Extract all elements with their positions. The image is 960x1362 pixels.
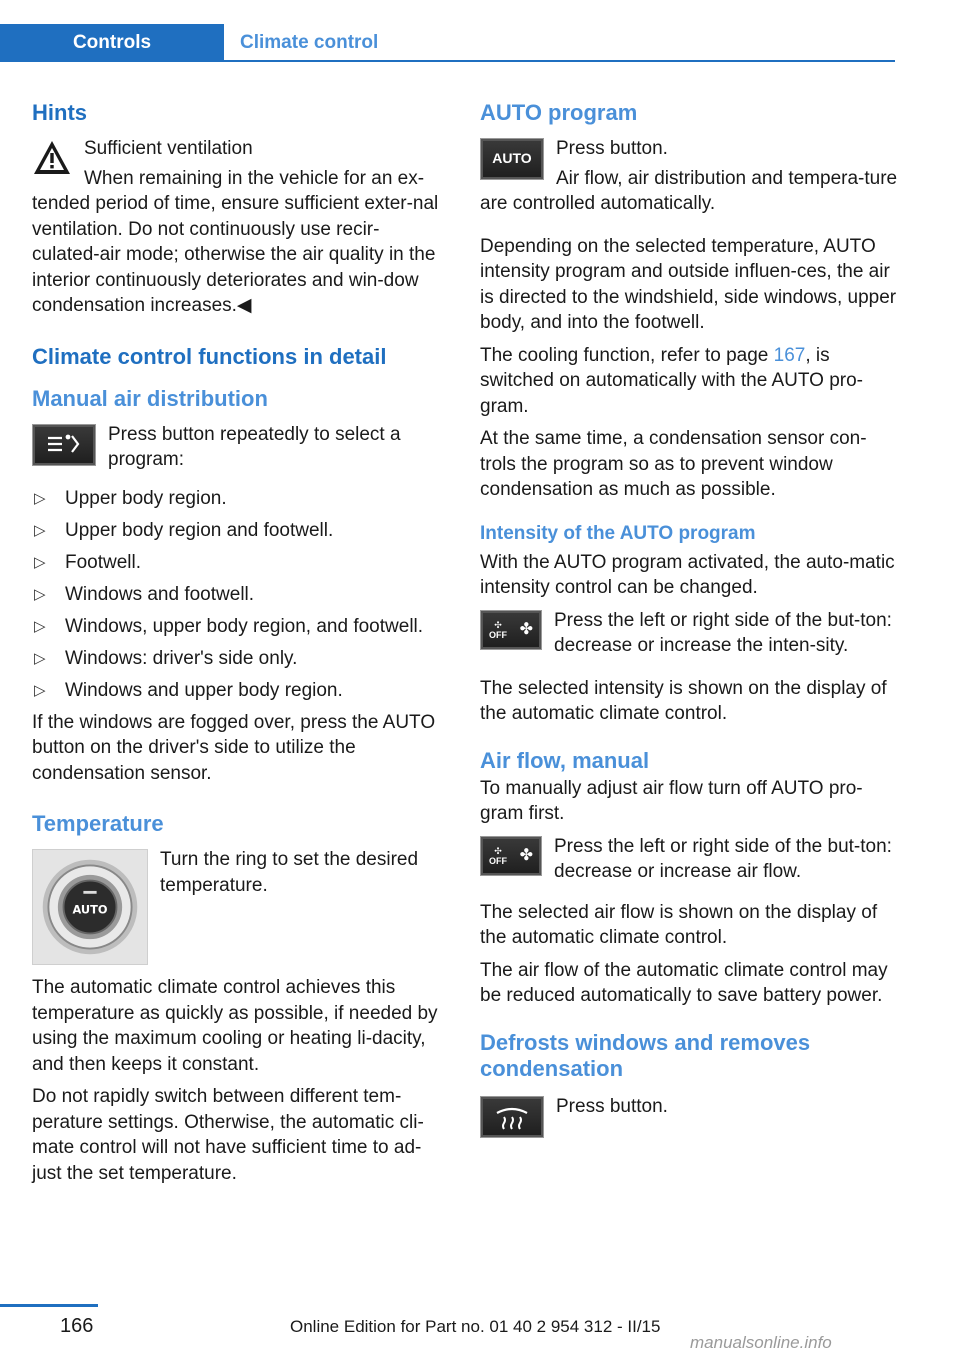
- list-item: ▷ Windows, upper body region, and footwell.: [32, 614, 447, 640]
- temperature-knob-image: [32, 849, 148, 965]
- air-distribution-button-image: [32, 424, 96, 466]
- fan-high-icon: ✤: [519, 846, 533, 864]
- list-item: ▷ Windows and upper body region.: [32, 678, 447, 704]
- airflow-button-image: [480, 836, 542, 876]
- auto-description: Air flow, air distribution and tempera-ture are controlled automatically.: [480, 167, 898, 214]
- airflow-paragraph-3: The air flow of the automatic climate control may be reduced automatically to save battery power.: [480, 959, 888, 1006]
- watermark: manualsonline.info: [690, 1333, 832, 1352]
- header-rule: [224, 60, 895, 62]
- hints-subheading: Sufficient ventilation: [84, 138, 253, 159]
- fogged-text: If the windows are fogged over, press the AUTO button on the driver's side to utilize the condensation sensor.: [32, 711, 436, 784]
- right-column: [480, 100, 898, 1142]
- edition-footer: Online Edition for Part no. 01 40 2 954 312 - II/15: [290, 1317, 661, 1336]
- left-column: [32, 100, 447, 1193]
- intensity-button-image: [480, 610, 542, 650]
- auto-press-text: Press button.: [556, 138, 668, 159]
- tab-climate-control[interactable]: Climate control: [240, 32, 379, 53]
- triangle-bullet-icon: ▷: [34, 649, 46, 667]
- functions-heading: Climate control functions in detail: [32, 343, 387, 369]
- page-header: [0, 0, 895, 62]
- temperature-block: [32, 847, 447, 969]
- temperature-knob-icon: [38, 855, 142, 959]
- airflow-paragraph-1: To manually adjust air flow turn off AUTO pro-gram first.: [480, 777, 863, 824]
- triangle-bullet-icon: ▷: [34, 617, 46, 635]
- temperature-heading: Temperature: [32, 811, 164, 836]
- defrost-block: [480, 1094, 898, 1142]
- manual-air-text: Press button repeatedly to select a program:: [108, 423, 401, 470]
- intensity-block: [480, 608, 898, 666]
- page-number: 166: [60, 1315, 94, 1337]
- list-item: ▷ Footwell.: [32, 550, 447, 576]
- windshield-defrost-icon: [492, 1103, 532, 1131]
- auto-paragraph-1: Depending on the selected temperature, AUTO intensity program and outside influen-ces, the air is directed to the windshield, side windows, upper body, and into the footwell.: [480, 235, 897, 333]
- airflow-paragraph-2: The selected air flow is shown on the display of the automatic climate control.: [480, 901, 878, 948]
- auto-button-image: [480, 138, 544, 180]
- auto-paragraph-3: At the same time, a condensation sensor con-trols the program so as to prevent window condensation as much as possible.: [480, 428, 867, 500]
- triangle-bullet-icon: ▷: [34, 521, 46, 539]
- intensity-heading: Intensity of the AUTO program: [480, 522, 756, 544]
- defrost-press-text: Press button.: [556, 1095, 668, 1117]
- airflow-press-text: Press the left or right side of the but-ton: decrease or increase air flow.: [554, 835, 892, 882]
- triangle-bullet-icon: ▷: [34, 585, 46, 603]
- list-item: ▷ Windows: driver's side only.: [32, 646, 447, 672]
- manual-air-heading: Manual air distribution: [32, 385, 268, 411]
- air-distribution-icon: [44, 433, 84, 457]
- auto-program-heading: AUTO program: [480, 100, 638, 125]
- fan-low-icon: ✣ OFF: [489, 845, 507, 866]
- airflow-block: [480, 834, 898, 892]
- intensity-press-text: Press the left or right side of the but-ton: decrease or increase the inten-sity.: [554, 609, 892, 656]
- list-item: ▷ Upper body region.: [32, 486, 447, 512]
- hints-block: [32, 136, 447, 326]
- svg-text:AUTO: AUTO: [72, 902, 108, 917]
- tab-controls[interactable]: Controls: [0, 24, 224, 62]
- defrost-button-image: [480, 1096, 544, 1138]
- intensity-paragraph-2: The selected intensity is shown on the display of the automatic climate control.: [480, 677, 887, 724]
- list-item: ▷ Upper body region and footwell.: [32, 518, 447, 544]
- fan-high-icon: ✤: [519, 620, 533, 638]
- page-link-167[interactable]: 167: [773, 344, 806, 366]
- auto-program-block: [480, 136, 898, 224]
- temperature-paragraph-2: Do not rapidly switch between different tem-perature settings. Otherwise, the automatic cli-mate control will not have sufficient time to ad-just the set temperature.: [32, 1086, 424, 1184]
- auto-button-label: AUTO: [492, 150, 532, 167]
- auto-paragraph-2: The cooling function, refer to page 167, is switched on automatically with the AUTO pro-gram.: [480, 344, 863, 417]
- temperature-paragraph-1: The automatic climate control achieves this temperature as quickly as possible, if needed by using the maximum cooling or heating li-dacity, and then keeps it constant.: [32, 977, 438, 1075]
- air-program-list: [32, 486, 447, 704]
- triangle-bullet-icon: ▷: [34, 489, 46, 507]
- manual-air-block: [32, 422, 447, 480]
- intensity-paragraph-1: With the AUTO program activated, the auto-matic intensity control can be changed.: [480, 551, 895, 598]
- hints-heading: Hints: [32, 100, 87, 125]
- defrost-heading: Defrosts windows and removes condensation: [480, 1029, 811, 1081]
- airflow-heading: Air flow, manual: [480, 747, 650, 773]
- temperature-text: Turn the ring to set the desired temperature.: [160, 849, 419, 896]
- fan-low-icon: ✣ OFF: [489, 619, 507, 640]
- triangle-bullet-icon: ▷: [34, 681, 46, 699]
- warning-triangle-icon: [32, 138, 72, 178]
- list-item: ▷ Windows and footwell.: [32, 582, 447, 608]
- hints-text: When remaining in the vehicle for an ex-tended period of time, ensure sufficient exter-nal ventilation. Do not continuously use recir-culated-air mode; otherwise the air quality in the interior continuously deteriorates and win-dow condensation increases.◀: [32, 167, 439, 316]
- footer-rule: [0, 1304, 98, 1307]
- triangle-bullet-icon: ▷: [34, 553, 46, 571]
